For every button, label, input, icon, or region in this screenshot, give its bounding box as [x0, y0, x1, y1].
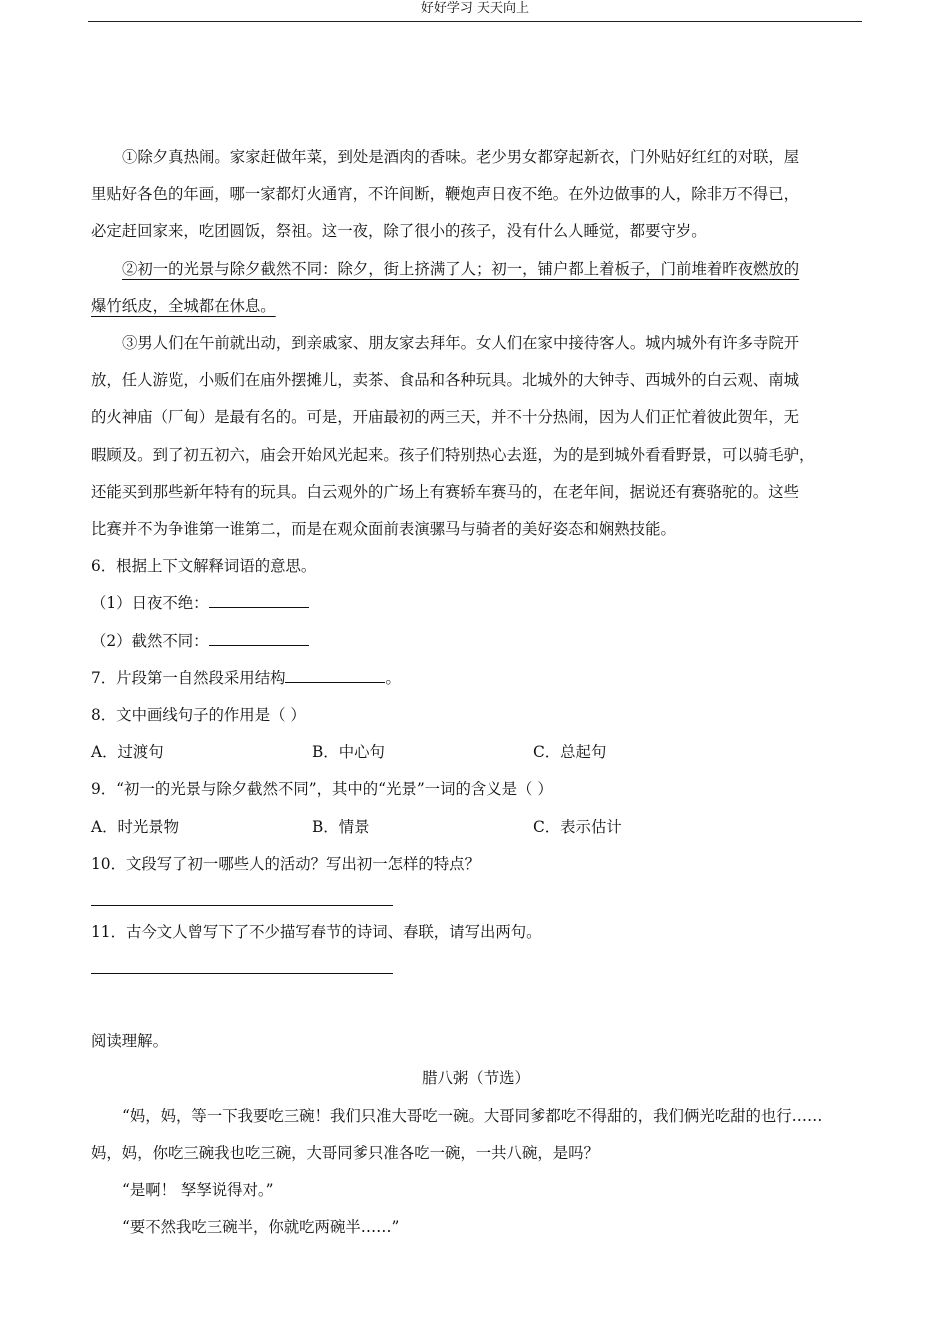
- answer-blank-6-2[interactable]: [209, 631, 309, 646]
- question-9-options: [91, 809, 861, 846]
- question-7-end: 。: [385, 668, 401, 687]
- option-c[interactable]: C．表示估计: [533, 817, 622, 836]
- document-body: [91, 139, 861, 1246]
- option-a[interactable]: A．时光景物: [91, 817, 180, 836]
- paragraph-3: [91, 325, 861, 548]
- header-motto: 好好学习 天天向上: [420, 1, 530, 16]
- paragraph-3-line: 暇顾及。到了初五初六，庙会开始风光起来。孩子们特别热心去逛，为的是到城外看看野景，可以骑毛驴，: [91, 445, 815, 464]
- page-header: [88, 0, 862, 22]
- passage-title: 腊八粥（节选）: [422, 1069, 530, 1088]
- paragraph-3-line: 的火神庙（厂甸）是最有名的。可是，开庙最初的两三天，并不十分热闹，因为人们正忙着彼此贺年，无: [91, 408, 799, 427]
- paragraph-2-underlined: [91, 251, 861, 325]
- question-6-2-label: （2）截然不同：: [91, 631, 209, 650]
- question-6-2: [91, 623, 861, 660]
- option-a[interactable]: A．过渡句: [91, 743, 164, 762]
- answer-line-10[interactable]: [91, 904, 393, 906]
- answer-line-11[interactable]: [91, 972, 393, 974]
- paragraph-3-line: 比赛并不为争谁第一谁第二，而是在观众面前表演骡马与骑者的美好姿态和娴熟技能。: [91, 520, 676, 539]
- paragraph-1-line: ①除夕真热闹。家家赶做年菜，到处是酒肉的香味。老少男女都穿起新衣，门外贴好红红的对联，屋: [122, 148, 800, 166]
- paragraph-3-line: ③男人们在午前就出动，到亲戚家、朋友家去拜年。女人们在家中接待客人。城内城外有许多寺院开: [122, 334, 800, 353]
- question-8: 8．文中画线句子的作用是（ ）: [91, 706, 306, 725]
- question-7: [91, 660, 861, 697]
- question-8-options: [91, 734, 861, 771]
- question-7-text: 7．片段第一自然段采用结构: [91, 668, 286, 687]
- paragraph-3-line: 还能买到那些新年特有的玩具。白云观外的广场上有赛轿车赛马的，在老年间，据说还有赛骆驼的。这些: [91, 482, 799, 501]
- question-6-1-label: （1）日夜不绝：: [91, 594, 209, 613]
- passage-line: “要不然我吃三碗半，你就吃两碗半……”: [122, 1218, 400, 1237]
- paragraph-1-line: 里贴好各色的年画，哪一家都灯火通宵，不许间断，鞭炮声日夜不绝。在外边做事的人，除非万不得已，: [91, 185, 799, 204]
- option-b[interactable]: B．情景: [312, 817, 370, 836]
- question-11: 11．古今文人曾写下了不少描写春节的诗词、春联，请写出两句。: [91, 923, 542, 942]
- question-10: 10．文段写了初一哪些人的活动？写出初一怎样的特点？: [91, 854, 480, 873]
- passage-line: “是啊！ 孥孥说得对。”: [122, 1181, 274, 1200]
- answer-blank-7[interactable]: [285, 668, 385, 683]
- answer-blank-6-1[interactable]: [209, 593, 309, 608]
- question-6-1: [91, 585, 861, 622]
- question-6: 6．根据上下文解释词语的意思。: [91, 557, 317, 576]
- option-c[interactable]: C．总起句: [533, 743, 607, 762]
- paragraph-1: [91, 139, 861, 251]
- paragraph-1-line: 必定赶回家来，吃团圆饭，祭祖。这一夜，除了很小的孩子，没有什么人睡觉，都要守岁。: [91, 222, 707, 241]
- question-9: 9．“初一的光景与除夕截然不同”，其中的“光景”一词的含义是（ ）: [91, 780, 553, 799]
- paragraph-2-line: 爆竹纸皮，全城都在休息。: [91, 296, 276, 315]
- section-label: 阅读理解。: [91, 1032, 168, 1051]
- paragraph-3-line: 放，任人游览，小贩们在庙外摆摊儿，卖茶、食品和各种玩具。北城外的大钟寺、西城外的白云观、南城: [91, 371, 799, 390]
- passage-line: 妈，妈，你吃三碗我也吃三碗，大哥同爹只准各吃一碗，一共八碗，是吗？: [91, 1143, 599, 1162]
- option-b[interactable]: B．中心句: [312, 743, 385, 762]
- passage-line: “妈，妈，等一下我要吃三碗！我们只准大哥吃一碗。大哥同爹都吃不得甜的，我们俩光吃甜的也行……: [122, 1106, 823, 1125]
- paragraph-2-line: ②初一的光景与除夕截然不同：除夕，街上挤满了人；初一，铺户都上着板子，门前堆着昨夜燃放的: [122, 259, 800, 278]
